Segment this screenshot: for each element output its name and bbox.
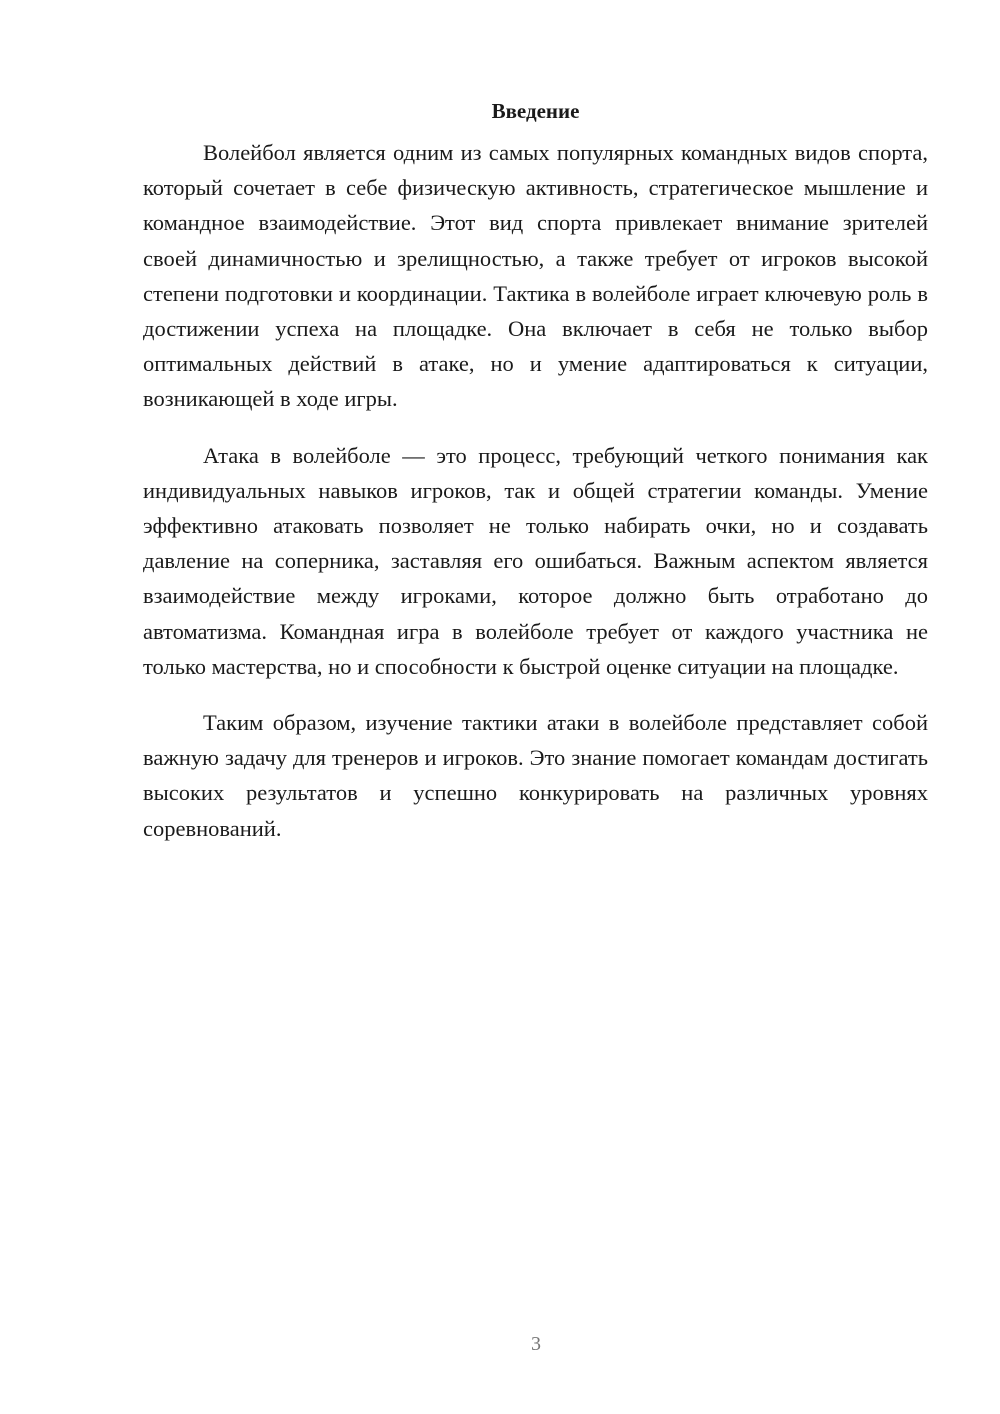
- paragraph-2: Атака в волейболе — это процесс, требующий четкого понимания как индивидуальных навыков игроков, так и общей стратегии команды. Умение эффективно атаковать позволяет не только набирать очки, но и создавать давление на соперника, заставляя его ошибаться. Важным аспектом является взаимодействие между игроками, которое должно быть отработано до автоматизма. Командная игра в волейболе требует от каждого участника не только мастерства, но и способности к быстрой оценке ситуации на площадке.: [143, 442, 928, 679]
- paragraph-3: Таким образом, изучение тактики атаки в волейболе представляет собой важную задачу для тренеров и игроков. Это знание помогает командам достигать высоких результатов и успешно конкурировать на различных уровнях соревнований.: [143, 710, 928, 841]
- paragraph-1: Волейбол является одним из самых популярных командных видов спорта, который сочетает в себе физическую активность, стратегическое мышление и командное взаимодействие. Этот вид спорта привлекает внимание зрителей своей динамичностью и зрелищностью, а также требует от игроков высокой степени подготовки и координации. Тактика в волейболе играет ключевую роль в достижении успеха на площадке. Она включает в себя не только выбор оптимальных действий в атаке, но и умение адаптироваться к ситуации, возникающей в ходе игры.: [143, 140, 928, 412]
- page-content: [143, 94, 928, 846]
- section-title: Введение: [491, 99, 580, 123]
- page-number: 3: [531, 1333, 541, 1355]
